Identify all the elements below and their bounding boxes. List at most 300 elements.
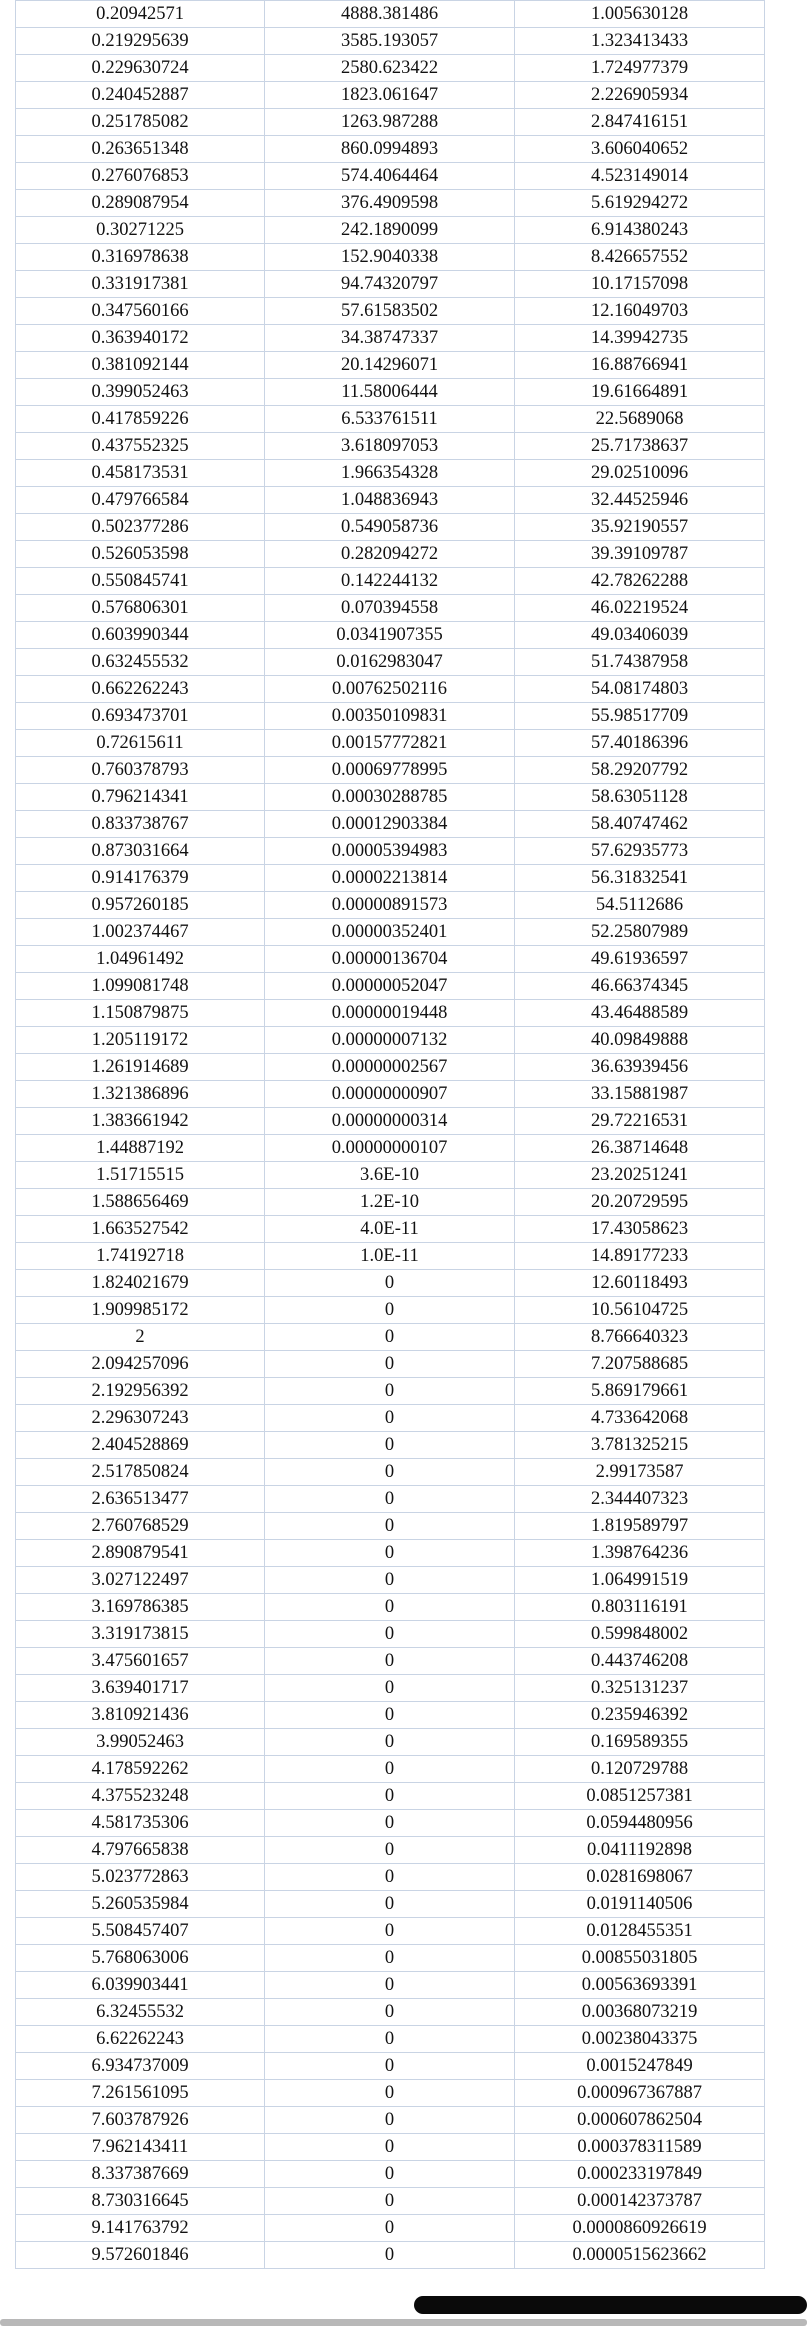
table-cell-col_a[interactable]: 0.760378793 [16, 757, 265, 784]
table-cell-col_b[interactable]: 0 [265, 1513, 515, 1540]
table-cell-col_a[interactable]: 5.023772863 [16, 1864, 265, 1891]
table-row [16, 2080, 765, 2107]
table-cell-col_a[interactable]: 8.730316645 [16, 2188, 265, 2215]
table-row [16, 568, 765, 595]
table-cell-col_c[interactable]: 1.064991519 [515, 1567, 765, 1594]
table-cell-col_b[interactable]: 0.00157772821 [265, 730, 515, 757]
table-cell-col_c[interactable]: 58.29207792 [515, 757, 765, 784]
table-row [16, 298, 765, 325]
table-cell-col_c[interactable]: 0.000378311589 [515, 2134, 765, 2161]
table-cell-col_a[interactable]: 0.263651348 [16, 136, 265, 163]
table-cell-col_b[interactable]: 1.966354328 [265, 460, 515, 487]
table-cell-col_b[interactable]: 0.00012903384 [265, 811, 515, 838]
table-cell-col_c[interactable]: 0.0128455351 [515, 1918, 765, 1945]
table-cell-col_b[interactable]: 6.533761511 [265, 406, 515, 433]
table-cell-col_a[interactable]: 0.526053598 [16, 541, 265, 568]
table-cell-col_b[interactable]: 0 [265, 1324, 515, 1351]
table-cell-col_b[interactable]: 0 [265, 2215, 515, 2242]
table-cell-col_b[interactable]: 152.9040338 [265, 244, 515, 271]
table-cell-col_c[interactable]: 0.0191140506 [515, 1891, 765, 1918]
table-cell-col_b[interactable]: 0.00000019448 [265, 1000, 515, 1027]
table-cell-col_a[interactable]: 7.603787926 [16, 2107, 265, 2134]
table-row [16, 2053, 765, 2080]
table-cell-col_a[interactable]: 2.760768529 [16, 1513, 265, 1540]
table-cell-col_c[interactable]: 22.5689068 [515, 406, 765, 433]
table-cell-col_c[interactable]: 14.39942735 [515, 325, 765, 352]
table-cell-col_b[interactable]: 0 [265, 1459, 515, 1486]
table-row [16, 1000, 765, 1027]
home-indicator-bar[interactable] [414, 2296, 807, 2314]
table-cell-col_c[interactable]: 43.46488589 [515, 1000, 765, 1027]
table-row [16, 163, 765, 190]
table-cell-col_b[interactable]: 0.00000352401 [265, 919, 515, 946]
table-cell-col_a[interactable]: 4.178592262 [16, 1756, 265, 1783]
table-cell-col_c[interactable]: 56.31832541 [515, 865, 765, 892]
table-cell-col_b[interactable]: 0 [265, 1729, 515, 1756]
table-cell-col_b[interactable]: 0 [265, 2026, 515, 2053]
table-cell-col_b[interactable]: 0.00000136704 [265, 946, 515, 973]
table-cell-col_b[interactable]: 0.142244132 [265, 568, 515, 595]
table-cell-col_c[interactable]: 0.00563693391 [515, 1972, 765, 1999]
table-cell-col_a[interactable]: 0.479766584 [16, 487, 265, 514]
table-cell-col_c[interactable]: 39.39109787 [515, 541, 765, 568]
table-cell-col_a[interactable]: 1.51715515 [16, 1162, 265, 1189]
table-cell-col_b[interactable]: 3.6E-10 [265, 1162, 515, 1189]
table-row [16, 1567, 765, 1594]
table-cell-col_b[interactable]: 1823.061647 [265, 82, 515, 109]
table-cell-col_a[interactable]: 0.289087954 [16, 190, 265, 217]
table-cell-col_b[interactable]: 20.14296071 [265, 352, 515, 379]
table-cell-col_c[interactable]: 2.99173587 [515, 1459, 765, 1486]
table-cell-col_c[interactable]: 54.5112686 [515, 892, 765, 919]
table-cell-col_a[interactable]: 6.62262243 [16, 2026, 265, 2053]
table-row [16, 1081, 765, 1108]
table-cell-col_b[interactable]: 0.00000052047 [265, 973, 515, 1000]
data-table [15, 0, 765, 2269]
table-cell-col_a[interactable]: 0.873031664 [16, 838, 265, 865]
table-row [16, 2134, 765, 2161]
table-cell-col_c[interactable]: 10.17157098 [515, 271, 765, 298]
table-cell-col_a[interactable]: 0.30271225 [16, 217, 265, 244]
table-row [16, 379, 765, 406]
table-cell-col_c[interactable]: 1.005630128 [515, 1, 765, 28]
table-cell-col_b[interactable]: 0 [265, 1702, 515, 1729]
table-cell-col_b[interactable]: 94.74320797 [265, 271, 515, 298]
table-cell-col_b[interactable]: 0 [265, 1810, 515, 1837]
table-row [16, 406, 765, 433]
table-cell-col_c[interactable]: 0.000967367887 [515, 2080, 765, 2107]
table-cell-col_c[interactable]: 49.03406039 [515, 622, 765, 649]
table-cell-col_c[interactable]: 0.120729788 [515, 1756, 765, 1783]
table-cell-col_b[interactable]: 0 [265, 2134, 515, 2161]
table-cell-col_a[interactable]: 1.002374467 [16, 919, 265, 946]
table-cell-col_c[interactable]: 46.66374345 [515, 973, 765, 1000]
table-row [16, 55, 765, 82]
table-cell-col_b[interactable]: 574.4064464 [265, 163, 515, 190]
table-cell-col_a[interactable]: 4.375523248 [16, 1783, 265, 1810]
table-cell-col_b[interactable]: 34.38747337 [265, 325, 515, 352]
table-cell-col_a[interactable]: 6.934737009 [16, 2053, 265, 2080]
table-row [16, 1351, 765, 1378]
table-cell-col_a[interactable]: 0.331917381 [16, 271, 265, 298]
table-cell-col_b[interactable]: 0.00030288785 [265, 784, 515, 811]
table-row [16, 190, 765, 217]
table-cell-col_c[interactable]: 2.344407323 [515, 1486, 765, 1513]
table-cell-col_a[interactable]: 1.04961492 [16, 946, 265, 973]
table-row [16, 622, 765, 649]
table-cell-col_b[interactable]: 4888.381486 [265, 1, 515, 28]
table-cell-col_b[interactable]: 3585.193057 [265, 28, 515, 55]
table-cell-col_b[interactable]: 0 [265, 1891, 515, 1918]
table-cell-col_a[interactable]: 0.796214341 [16, 784, 265, 811]
table-cell-col_a[interactable]: 7.962143411 [16, 2134, 265, 2161]
table-cell-col_c[interactable]: 2.226905934 [515, 82, 765, 109]
table-cell-col_b[interactable]: 0.00000000907 [265, 1081, 515, 1108]
table-cell-col_b[interactable]: 0 [265, 1351, 515, 1378]
table-cell-col_c[interactable]: 0.00238043375 [515, 2026, 765, 2053]
table-cell-col_a[interactable]: 2.094257096 [16, 1351, 265, 1378]
table-cell-col_b[interactable]: 860.0994893 [265, 136, 515, 163]
table-cell-col_b[interactable]: 0 [265, 1675, 515, 1702]
table-cell-col_c[interactable]: 0.235946392 [515, 1702, 765, 1729]
table-cell-col_c[interactable]: 0.000233197849 [515, 2161, 765, 2188]
table-cell-col_c[interactable]: 0.0851257381 [515, 1783, 765, 1810]
table-cell-col_b[interactable]: 0 [265, 2242, 515, 2269]
table-cell-col_a[interactable]: 0.229630724 [16, 55, 265, 82]
table-cell-col_c[interactable]: 0.000142373787 [515, 2188, 765, 2215]
table-cell-col_a[interactable]: 0.632455532 [16, 649, 265, 676]
table-cell-col_b[interactable]: 0.00000000314 [265, 1108, 515, 1135]
table-cell-col_c[interactable]: 2.847416151 [515, 109, 765, 136]
table-cell-col_a[interactable]: 2.192956392 [16, 1378, 265, 1405]
table-cell-col_c[interactable]: 12.60118493 [515, 1270, 765, 1297]
table-cell-col_a[interactable]: 1.099081748 [16, 973, 265, 1000]
table-row [16, 1486, 765, 1513]
table-cell-col_b[interactable]: 0 [265, 2107, 515, 2134]
table-cell-col_b[interactable]: 0 [265, 1999, 515, 2026]
table-cell-col_b[interactable]: 0.00762502116 [265, 676, 515, 703]
table-cell-col_b[interactable]: 0 [265, 1918, 515, 1945]
table-cell-col_b[interactable]: 0 [265, 1270, 515, 1297]
table-cell-col_c[interactable]: 1.819589797 [515, 1513, 765, 1540]
table-cell-col_c[interactable]: 52.25807989 [515, 919, 765, 946]
table-cell-col_b[interactable]: 0.070394558 [265, 595, 515, 622]
table-row [16, 1108, 765, 1135]
table-row [16, 1972, 765, 1999]
table-cell-col_b[interactable]: 1.048836943 [265, 487, 515, 514]
table-cell-col_a[interactable]: 0.363940172 [16, 325, 265, 352]
table-cell-col_a[interactable]: 0.914176379 [16, 865, 265, 892]
table-cell-col_a[interactable]: 0.502377286 [16, 514, 265, 541]
table-cell-col_c[interactable]: 16.88766941 [515, 352, 765, 379]
table-cell-col_c[interactable]: 0.0000515623662 [515, 2242, 765, 2269]
table-cell-col_c[interactable]: 0.0000860926619 [515, 2215, 765, 2242]
table-cell-col_b[interactable]: 242.1890099 [265, 217, 515, 244]
table-cell-col_b[interactable]: 0.00000891573 [265, 892, 515, 919]
horizontal-scrollbar[interactable] [0, 2319, 807, 2326]
table-cell-col_c[interactable]: 49.61936597 [515, 946, 765, 973]
table-cell-col_a[interactable]: 0.662262243 [16, 676, 265, 703]
table-cell-col_c[interactable]: 58.63051128 [515, 784, 765, 811]
table-row [16, 1378, 765, 1405]
table-row [16, 1243, 765, 1270]
table-cell-col_b[interactable]: 57.61583502 [265, 298, 515, 325]
table-cell-col_a[interactable]: 3.475601657 [16, 1648, 265, 1675]
table-cell-col_c[interactable]: 0.599848002 [515, 1621, 765, 1648]
table-cell-col_a[interactable]: 4.797665838 [16, 1837, 265, 1864]
table-cell-col_c[interactable]: 3.781325215 [515, 1432, 765, 1459]
table-cell-col_a[interactable]: 9.141763792 [16, 2215, 265, 2242]
table-cell-col_a[interactable]: 9.572601846 [16, 2242, 265, 2269]
table-cell-col_c[interactable]: 4.523149014 [515, 163, 765, 190]
table-row [16, 1054, 765, 1081]
table-cell-col_c[interactable]: 6.914380243 [515, 217, 765, 244]
table-cell-col_a[interactable]: 0.20942571 [16, 1, 265, 28]
table-row [16, 352, 765, 379]
table-cell-col_c[interactable]: 58.40747462 [515, 811, 765, 838]
table-cell-col_a[interactable]: 0.576806301 [16, 595, 265, 622]
table-cell-col_b[interactable]: 0 [265, 1621, 515, 1648]
table-cell-col_c[interactable]: 57.62935773 [515, 838, 765, 865]
table-cell-col_c[interactable]: 0.0594480956 [515, 1810, 765, 1837]
table-cell-col_c[interactable]: 0.00855031805 [515, 1945, 765, 1972]
table-cell-col_a[interactable]: 1.74192718 [16, 1243, 265, 1270]
table-cell-col_b[interactable]: 0 [265, 1567, 515, 1594]
table-cell-col_b[interactable]: 4.0E-11 [265, 1216, 515, 1243]
table-cell-col_a[interactable]: 1.824021679 [16, 1270, 265, 1297]
table-cell-col_c[interactable]: 5.619294272 [515, 190, 765, 217]
table-cell-col_b[interactable]: 0.00002213814 [265, 865, 515, 892]
table-cell-col_b[interactable]: 0.0341907355 [265, 622, 515, 649]
table-cell-col_b[interactable]: 0 [265, 1297, 515, 1324]
table-cell-col_c[interactable]: 12.16049703 [515, 298, 765, 325]
table-cell-col_b[interactable]: 0 [265, 1648, 515, 1675]
table-cell-col_a[interactable]: 0.957260185 [16, 892, 265, 919]
table-cell-col_b[interactable]: 11.58006444 [265, 379, 515, 406]
table-cell-col_b[interactable]: 0 [265, 1972, 515, 1999]
table-cell-col_a[interactable]: 5.260535984 [16, 1891, 265, 1918]
table-cell-col_c[interactable]: 1.398764236 [515, 1540, 765, 1567]
table-cell-col_c[interactable]: 29.72216531 [515, 1108, 765, 1135]
table-cell-col_c[interactable]: 7.207588685 [515, 1351, 765, 1378]
table-cell-col_c[interactable]: 14.89177233 [515, 1243, 765, 1270]
table-cell-col_b[interactable]: 0 [265, 1756, 515, 1783]
table-cell-col_b[interactable]: 0 [265, 2053, 515, 2080]
table-row [16, 1783, 765, 1810]
table-cell-col_b[interactable]: 0.00005394983 [265, 838, 515, 865]
table-cell-col_b[interactable]: 0 [265, 1405, 515, 1432]
table-cell-col_b[interactable]: 0 [265, 1432, 515, 1459]
table-cell-col_a[interactable]: 0.437552325 [16, 433, 265, 460]
table-cell-col_b[interactable]: 0 [265, 1540, 515, 1567]
table-cell-col_c[interactable]: 33.15881987 [515, 1081, 765, 1108]
table-cell-col_b[interactable]: 0.00350109831 [265, 703, 515, 730]
table-cell-col_c[interactable]: 0.169589355 [515, 1729, 765, 1756]
table-cell-col_b[interactable]: 0.282094272 [265, 541, 515, 568]
table-cell-col_a[interactable]: 1.663527542 [16, 1216, 265, 1243]
table-row [16, 325, 765, 352]
table-cell-col_a[interactable]: 3.319173815 [16, 1621, 265, 1648]
table-row [16, 595, 765, 622]
table-row [16, 1513, 765, 1540]
table-row [16, 1432, 765, 1459]
table-cell-col_a[interactable]: 1.383661942 [16, 1108, 265, 1135]
table-cell-col_a[interactable]: 2.636513477 [16, 1486, 265, 1513]
table-cell-col_c[interactable]: 29.02510096 [515, 460, 765, 487]
table-cell-col_c[interactable]: 8.766640323 [515, 1324, 765, 1351]
table-row [16, 649, 765, 676]
table-cell-col_a[interactable]: 1.150879875 [16, 1000, 265, 1027]
table-cell-col_a[interactable]: 0.219295639 [16, 28, 265, 55]
table-cell-col_a[interactable]: 6.32455532 [16, 1999, 265, 2026]
table-cell-col_c[interactable]: 0.00368073219 [515, 1999, 765, 2026]
table-cell-col_a[interactable]: 0.833738767 [16, 811, 265, 838]
table-cell-col_a[interactable]: 0.72615611 [16, 730, 265, 757]
table-cell-col_a[interactable]: 0.251785082 [16, 109, 265, 136]
table-cell-col_a[interactable]: 2.404528869 [16, 1432, 265, 1459]
table-row [16, 2026, 765, 2053]
table-row [16, 487, 765, 514]
table-cell-col_b[interactable]: 0 [265, 1594, 515, 1621]
table-cell-col_a[interactable]: 0.276076853 [16, 163, 265, 190]
table-cell-col_b[interactable]: 0 [265, 2161, 515, 2188]
table-cell-col_b[interactable]: 0.549058736 [265, 514, 515, 541]
table-cell-col_a[interactable]: 5.508457407 [16, 1918, 265, 1945]
table-cell-col_c[interactable]: 20.20729595 [515, 1189, 765, 1216]
table-cell-col_a[interactable]: 1.321386896 [16, 1081, 265, 1108]
table-cell-col_c[interactable]: 51.74387958 [515, 649, 765, 676]
table-cell-col_a[interactable]: 4.581735306 [16, 1810, 265, 1837]
table-row [16, 1297, 765, 1324]
table-cell-col_c[interactable]: 0.0411192898 [515, 1837, 765, 1864]
table-cell-col_b[interactable]: 0.00000007132 [265, 1027, 515, 1054]
table-cell-col_a[interactable]: 0.399052463 [16, 379, 265, 406]
table-row [16, 244, 765, 271]
table-cell-col_a[interactable]: 1.588656469 [16, 1189, 265, 1216]
table-cell-col_c[interactable]: 26.38714648 [515, 1135, 765, 1162]
table-cell-col_a[interactable]: 1.909985172 [16, 1297, 265, 1324]
table-cell-col_a[interactable]: 0.603990344 [16, 622, 265, 649]
table-cell-col_c[interactable]: 17.43058623 [515, 1216, 765, 1243]
table-cell-col_b[interactable]: 0 [265, 1783, 515, 1810]
table-cell-col_a[interactable]: 0.550845741 [16, 568, 265, 595]
table-cell-col_b[interactable]: 0 [265, 1486, 515, 1513]
table-cell-col_b[interactable]: 2580.623422 [265, 55, 515, 82]
table-row [16, 1405, 765, 1432]
table-cell-col_b[interactable]: 0.00000000107 [265, 1135, 515, 1162]
table-cell-col_a[interactable]: 7.261561095 [16, 2080, 265, 2107]
table-cell-col_c[interactable]: 0.000607862504 [515, 2107, 765, 2134]
table-cell-col_c[interactable]: 40.09849888 [515, 1027, 765, 1054]
table-cell-col_c[interactable]: 25.71738637 [515, 433, 765, 460]
table-cell-col_c[interactable]: 8.426657552 [515, 244, 765, 271]
table-row [16, 541, 765, 568]
table-cell-col_b[interactable]: 3.618097053 [265, 433, 515, 460]
table-cell-col_b[interactable]: 0.0162983047 [265, 649, 515, 676]
table-cell-col_c[interactable]: 0.325131237 [515, 1675, 765, 1702]
table-row [16, 1189, 765, 1216]
table-cell-col_c[interactable]: 0.443746208 [515, 1648, 765, 1675]
table-cell-col_b[interactable]: 0 [265, 1378, 515, 1405]
table-cell-col_b[interactable]: 0 [265, 2188, 515, 2215]
table-cell-col_c[interactable]: 0.803116191 [515, 1594, 765, 1621]
table-cell-col_b[interactable]: 0.00000002567 [265, 1054, 515, 1081]
table-cell-col_a[interactable]: 8.337387669 [16, 2161, 265, 2188]
table-cell-col_b[interactable]: 0 [265, 1945, 515, 1972]
table-row [16, 1027, 765, 1054]
table-cell-col_b[interactable]: 376.4909598 [265, 190, 515, 217]
table-cell-col_c[interactable]: 46.02219524 [515, 595, 765, 622]
table-row [16, 433, 765, 460]
table-cell-col_a[interactable]: 2.296307243 [16, 1405, 265, 1432]
table-cell-col_b[interactable]: 0 [265, 1837, 515, 1864]
table-cell-col_a[interactable]: 5.768063006 [16, 1945, 265, 1972]
table-cell-col_c[interactable]: 57.40186396 [515, 730, 765, 757]
table-cell-col_c[interactable]: 35.92190557 [515, 514, 765, 541]
table-cell-col_c[interactable]: 23.20251241 [515, 1162, 765, 1189]
table-row [16, 1864, 765, 1891]
table-cell-col_c[interactable]: 10.56104725 [515, 1297, 765, 1324]
table-cell-col_c[interactable]: 0.0015247849 [515, 2053, 765, 2080]
table-cell-col_b[interactable]: 1.0E-11 [265, 1243, 515, 1270]
table-row [16, 460, 765, 487]
table-cell-col_a[interactable]: 3.027122497 [16, 1567, 265, 1594]
table-row [16, 865, 765, 892]
table-cell-col_c[interactable]: 54.08174803 [515, 676, 765, 703]
table-cell-col_a[interactable]: 2.517850824 [16, 1459, 265, 1486]
table-cell-col_b[interactable]: 1.2E-10 [265, 1189, 515, 1216]
table-row [16, 811, 765, 838]
table-cell-col_b[interactable]: 0 [265, 1864, 515, 1891]
table-row [16, 136, 765, 163]
table-cell-col_c[interactable]: 3.606040652 [515, 136, 765, 163]
table-cell-col_c[interactable]: 19.61664891 [515, 379, 765, 406]
table-cell-col_c[interactable]: 32.44525946 [515, 487, 765, 514]
table-cell-col_c[interactable]: 1.724977379 [515, 55, 765, 82]
table-row [16, 1162, 765, 1189]
table-cell-col_c[interactable]: 1.323413433 [515, 28, 765, 55]
table-cell-col_c[interactable]: 4.733642068 [515, 1405, 765, 1432]
table-cell-col_a[interactable]: 3.169786385 [16, 1594, 265, 1621]
table-cell-col_a[interactable]: 0.417859226 [16, 406, 265, 433]
table-cell-col_b[interactable]: 1263.987288 [265, 109, 515, 136]
table-cell-col_c[interactable]: 55.98517709 [515, 703, 765, 730]
table-cell-col_a[interactable]: 0.693473701 [16, 703, 265, 730]
table-cell-col_b[interactable]: 0.00069778995 [265, 757, 515, 784]
table-cell-col_c[interactable]: 0.0281698067 [515, 1864, 765, 1891]
table-cell-col_a[interactable]: 2.890879541 [16, 1540, 265, 1567]
table-cell-col_a[interactable]: 1.44887192 [16, 1135, 265, 1162]
table-cell-col_a[interactable]: 0.458173531 [16, 460, 265, 487]
table-cell-col_c[interactable]: 5.869179661 [515, 1378, 765, 1405]
table-cell-col_a[interactable]: 3.99052463 [16, 1729, 265, 1756]
table-cell-col_a[interactable]: 6.039903441 [16, 1972, 265, 1999]
table-cell-col_a[interactable]: 0.240452887 [16, 82, 265, 109]
table-cell-col_a[interactable]: 0.316978638 [16, 244, 265, 271]
table-cell-col_c[interactable]: 42.78262288 [515, 568, 765, 595]
table-cell-col_b[interactable]: 0 [265, 2080, 515, 2107]
table-cell-col_a[interactable]: 2 [16, 1324, 265, 1351]
table-row [16, 1810, 765, 1837]
table-cell-col_c[interactable]: 36.63939456 [515, 1054, 765, 1081]
table-row [16, 1270, 765, 1297]
table-cell-col_a[interactable]: 0.381092144 [16, 352, 265, 379]
table-cell-col_a[interactable]: 3.810921436 [16, 1702, 265, 1729]
table-cell-col_a[interactable]: 1.205119172 [16, 1027, 265, 1054]
table-cell-col_a[interactable]: 3.639401717 [16, 1675, 265, 1702]
table-cell-col_a[interactable]: 0.347560166 [16, 298, 265, 325]
table-cell-col_a[interactable]: 1.261914689 [16, 1054, 265, 1081]
